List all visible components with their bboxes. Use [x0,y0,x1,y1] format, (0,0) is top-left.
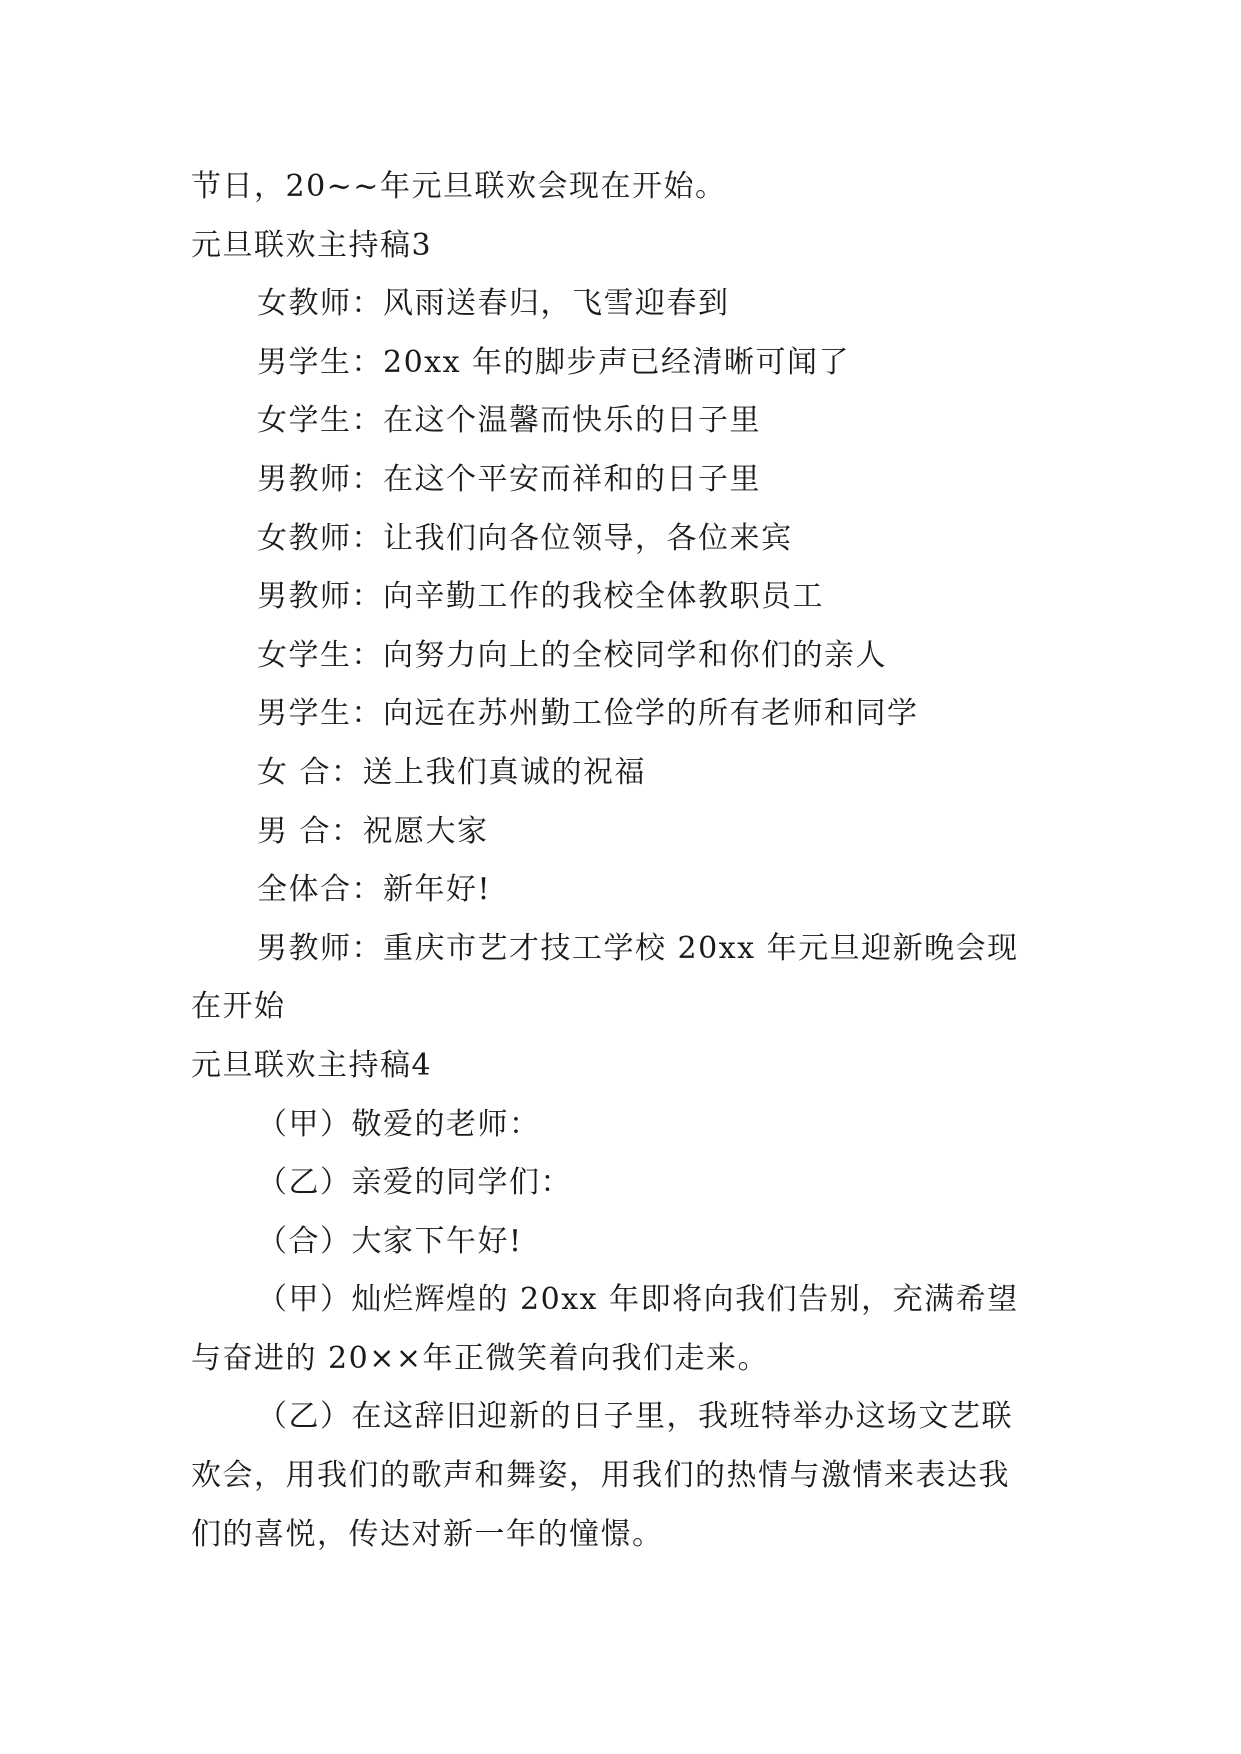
dialogue-line: 男教师：向辛勤工作的我校全体教职员工 [257,579,824,615]
section-heading: 元旦联欢主持稿3 [191,227,433,263]
dialogue-line: 女教师：让我们向各位领导，各位来宾 [257,520,793,556]
dialogue-line: 女教师：风雨送春归，飞雪迎春到 [257,286,730,322]
text-line: 欢会，用我们的歌声和舞姿，用我们的热情与激情来表达我 [191,1458,1010,1494]
dialogue-line: （乙）在这辞旧迎新的日子里，我班特举办这场文艺联 [257,1399,1013,1435]
dialogue-line: 男学生：向远在苏州勤工俭学的所有老师和同学 [257,696,919,732]
text-line: 与奋进的 20××年正微笑着向我们走来。 [191,1340,769,1376]
dialogue-line: （合）大家下午好! [257,1223,523,1259]
dialogue-line: 男教师：在这个平安而祥和的日子里 [257,461,761,497]
text-line: 节日，20~~年元旦联欢会现在开始。 [191,169,727,204]
dialogue-line: 女 合：送上我们真诚的祝福 [257,754,647,790]
section-heading: 元旦联欢主持稿4 [191,1047,433,1083]
dialogue-line: 全体合：新年好! [257,872,492,908]
dialogue-line: （甲）敬爱的老师： [257,1106,541,1142]
text-line: 在开始 [191,989,286,1025]
dialogue-line: 女学生：向努力向上的全校同学和你们的亲人 [257,637,887,673]
dialogue-line: 男教师：重庆市艺才技工学校 20xx 年元旦迎新晚会现 [257,930,1019,966]
dialogue-line: 男 合：祝愿大家 [257,813,489,849]
document-body [191,158,1061,1564]
dialogue-line: （甲）灿烂辉煌的 20xx 年即将向我们告别，充满希望 [257,1282,1019,1318]
dialogue-line: （乙）亲爱的同学们： [257,1165,572,1201]
dialogue-line: 女学生：在这个温馨而快乐的日子里 [257,403,761,439]
dialogue-line: 男学生：20xx 年的脚步声已经清晰可闻了 [257,344,851,380]
text-line: 们的喜悦，传达对新一年的憧憬。 [191,1516,664,1552]
